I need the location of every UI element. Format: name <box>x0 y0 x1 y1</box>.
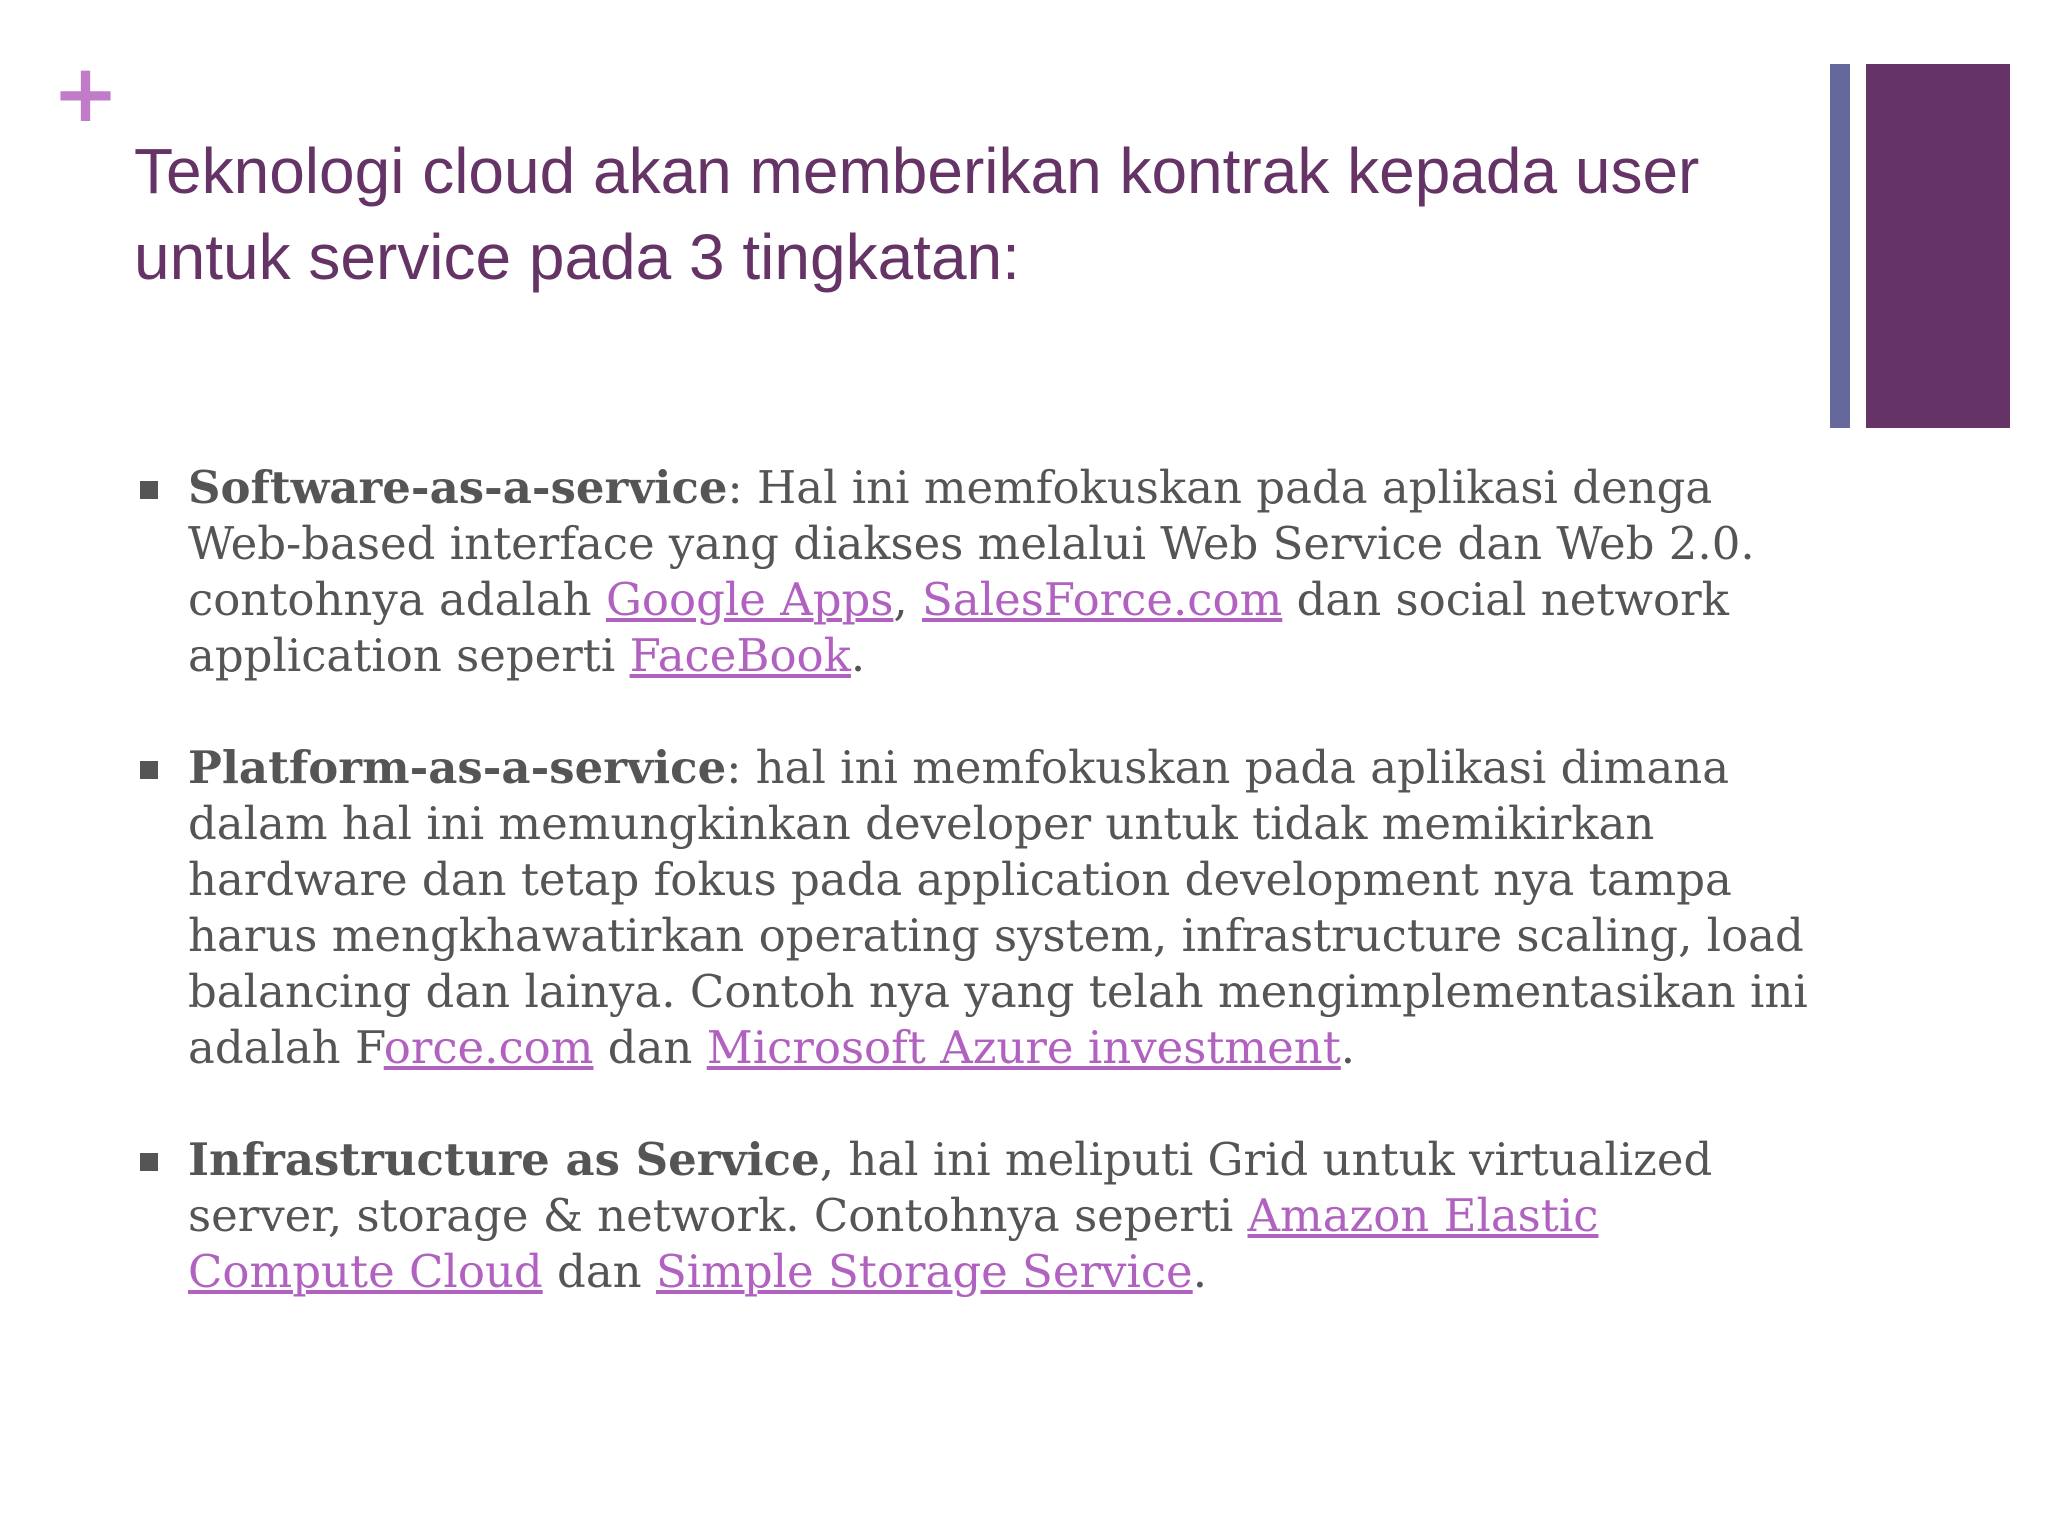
accent-bar-thin <box>1830 64 1850 428</box>
bullet-text: dan social network application seperti <box>188 573 1729 682</box>
bullet-item-iaas <box>138 1132 1818 1300</box>
link-google-apps[interactable]: Google Apps <box>605 573 894 626</box>
square-bullet-icon <box>140 1153 158 1171</box>
link-facebook[interactable]: FaceBook <box>629 629 851 682</box>
bullet-text: : Hal ini memfokuskan pada aplikasi denga Web-based interface yang diakses melalui Web Service dan Web 2.0. contohnya adalah <box>188 461 1755 626</box>
bullet-text: , hal ini meliputi Grid untuk virtualized server, storage & network. Contohnya seperti <box>188 1133 1713 1242</box>
accent-bar-thick <box>1866 64 2010 428</box>
bullet-term: Infrastructure as Service <box>188 1133 820 1186</box>
link-amazon-ec2[interactable]: Amazon Elastic Compute Cloud <box>188 1189 1599 1298</box>
bullet-item-saas <box>138 460 1818 684</box>
bullet-text: dan <box>593 1021 707 1074</box>
slide-title: Teknologi cloud akan memberikan kontrak kepada user untuk service pada 3 tingkatan: <box>134 135 1700 293</box>
square-bullet-icon <box>140 761 158 779</box>
link-amazon-s3[interactable]: Simple Storage Service <box>655 1245 1193 1298</box>
square-bullet-icon <box>140 481 158 499</box>
bullet-text: . <box>1192 1245 1207 1298</box>
link-microsoft-azure[interactable]: Microsoft Azure investment <box>706 1021 1341 1074</box>
bullet-list <box>138 460 1818 1356</box>
bullet-text: , <box>893 573 923 626</box>
plus-icon: + <box>52 47 120 140</box>
link-salesforce[interactable]: SalesForce.com <box>922 573 1283 626</box>
link-force-com[interactable]: orce.com <box>383 1021 594 1074</box>
bullet-text: . <box>1340 1021 1356 1074</box>
bullet-text: . <box>850 629 866 682</box>
bullet-term: Platform-as-a-service <box>188 741 727 794</box>
bullet-text: : hal ini memfokuskan pada aplikasi dimana dalam hal ini memungkinkan developer untuk tidak memikirkan hardware dan tetap fokus pada application development nya tampa harus mengkhawatirkan operating system, infrastructure scaling, load balancing dan lainya. Contoh nya yang telah mengimplementasikan ini adalah F <box>188 741 1808 1074</box>
bullet-item-paas <box>138 740 1818 1076</box>
bullet-text: dan <box>542 1245 656 1298</box>
bullet-term: Software-as-a-service <box>188 461 728 514</box>
